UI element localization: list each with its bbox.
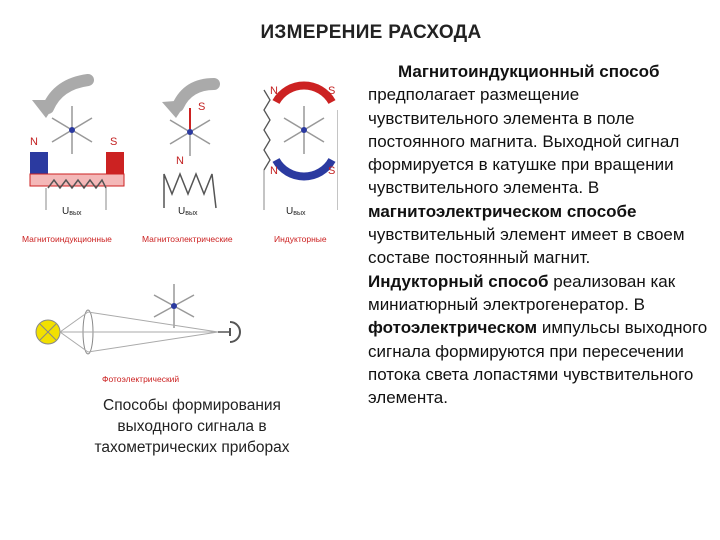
label-magnetoelectric: Магнитоэлектрические	[142, 234, 233, 244]
pole-n-3a: N	[270, 85, 278, 97]
output-2: Uвых	[178, 206, 198, 217]
text-part-4: импульсы выходного сигнала формируются при пересечении потока света лопастями чувствительного элемента.	[368, 318, 708, 408]
magnetoinduction-sensor	[22, 80, 124, 244]
text-part-1: предполагает размещение чувствительного элемента в поле постоянного магнита. Выходной сигнал формируется в катушке при вращении чувствительного элемента. В	[368, 85, 680, 198]
page-title: ИЗМЕРЕНИЕ РАСХОДА	[260, 22, 482, 43]
output-3: Uвых	[286, 206, 306, 217]
pole-n-3b: N	[270, 165, 278, 177]
label-inductor: Индукторные	[274, 234, 327, 244]
pole-s-3a: S	[328, 85, 336, 97]
pole-n-2: N	[176, 155, 184, 167]
inductor-sensor	[264, 85, 338, 244]
text-part-3: реализован как миниатюрный электрогенератор. В	[368, 271, 676, 314]
description-text	[368, 60, 708, 409]
caption-line-3: тахометрических приборах	[94, 439, 290, 456]
label-magnetoinduction: Магнитоиндукционные	[22, 234, 112, 244]
term-photoelectric: фотоэлектрическом	[368, 318, 538, 338]
pole-s-2: S	[198, 101, 206, 113]
output-1: Uвых	[62, 206, 82, 217]
pole-n-1: N	[30, 136, 38, 148]
pole-s-1: S	[110, 136, 118, 148]
diagram-caption	[72, 395, 312, 458]
pole-s-3b: S	[328, 165, 336, 177]
caption-line-2: выходного сигнала в	[117, 418, 267, 435]
label-photoelectric: Фотоэлектрический	[102, 374, 180, 384]
term-magnetoinduction: Магнитоиндукционный способ	[398, 62, 660, 81]
photoelectric-sensor	[36, 284, 240, 384]
caption-line-1: Способы формирования	[103, 397, 281, 414]
term-magnetoelectric: магнитоэлектрическом способе	[368, 201, 637, 221]
text-part-2: чувствительный элемент имеет в своем составе постоянный магнит.	[368, 225, 685, 268]
tachometer-diagram	[18, 70, 338, 390]
magnetoelectric-sensor	[142, 84, 233, 244]
term-inductor: Индукторный способ	[368, 271, 549, 291]
